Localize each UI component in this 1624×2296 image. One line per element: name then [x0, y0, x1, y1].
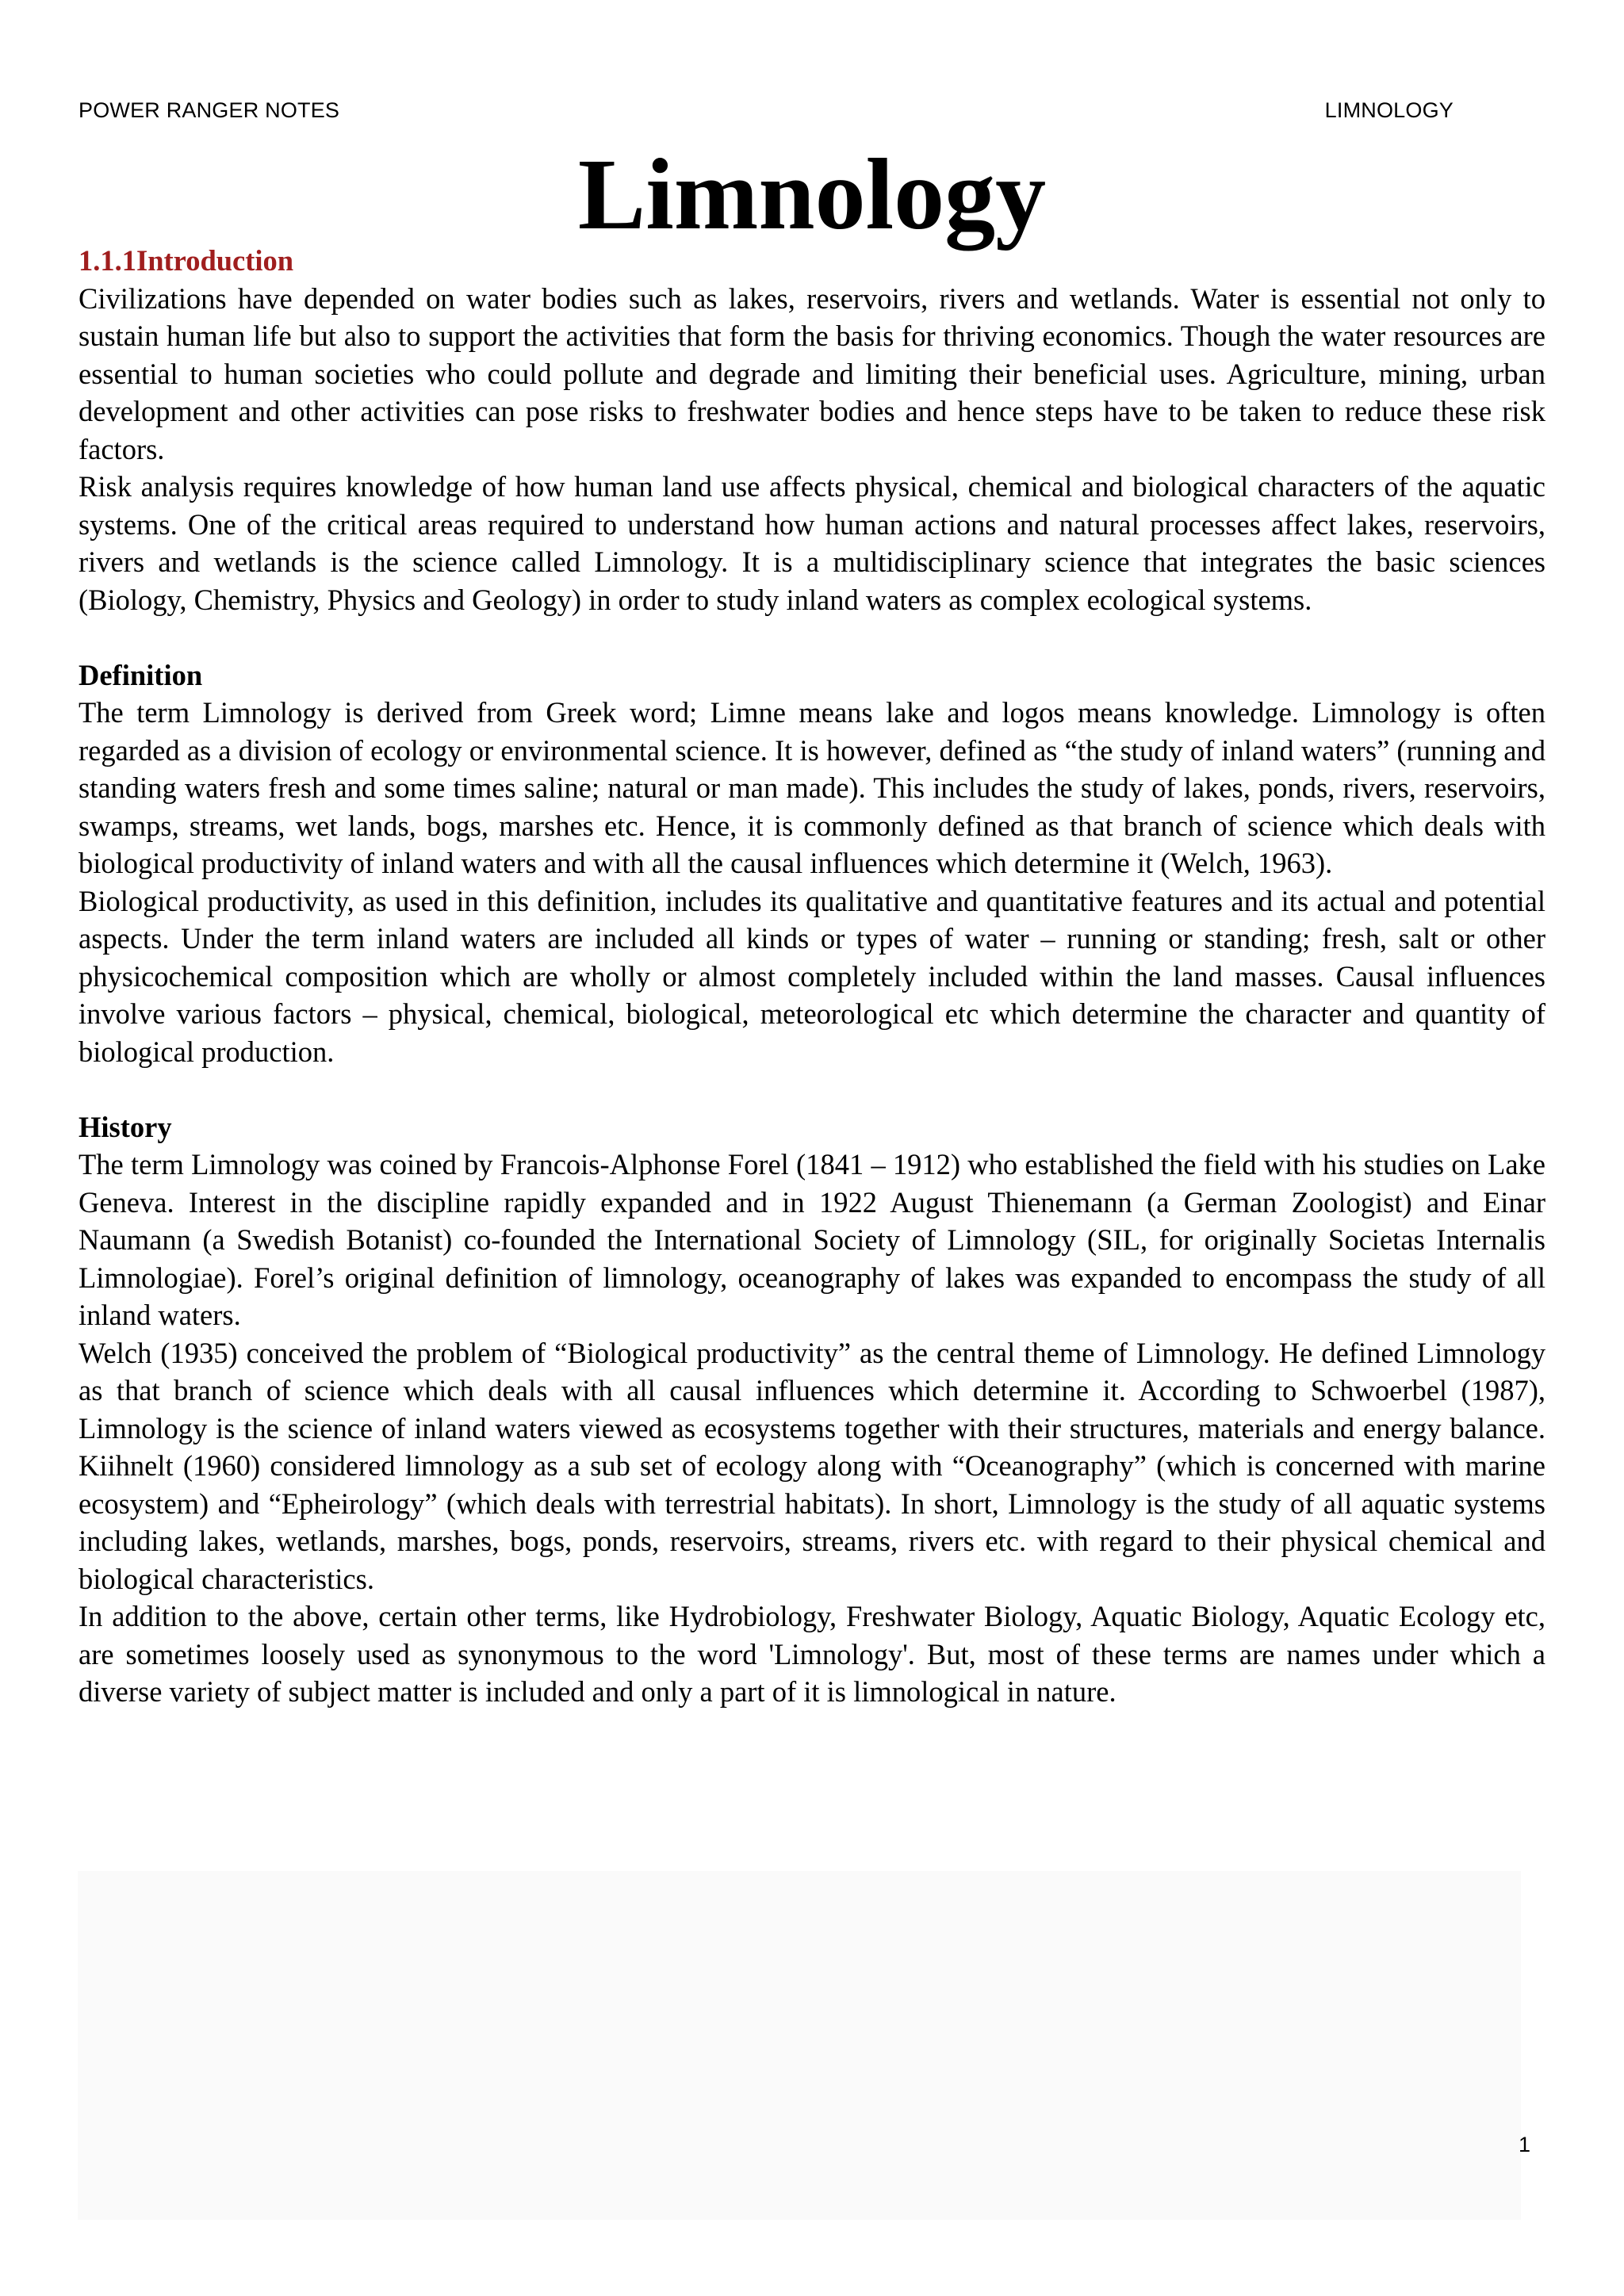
page-shading: [78, 1871, 1521, 2220]
definition-paragraph-2: Biological productivity, as used in this definition, includes its qualitative and quantitative features and its actual and potential aspects. Under the term inland waters are included all kinds or types of water – running or standing; fresh, salt or other physicochemical composition which are wholly or almost completely included within the land masses. Causal influences involve various factors – physical, chemical, biological, meteorological etc which determine the character and quantity of biological production.: [79, 884, 1545, 1068]
page-number: 1: [1518, 2133, 1530, 2156]
running-header-left: POWER RANGER NOTES: [79, 98, 340, 122]
introduction-paragraph-2: Risk analysis requires knowledge of how human land use affects physical, chemical and biological characters of the aquatic systems. One of the critical areas required to understand how human actions and natural processes affect lakes, reservoirs, rivers and wetlands is the science called Limnology. It is a multidisciplinary science that integrates the basic sciences (Biology, Chemistry, Physics and Geology) in order to study inland waters as complex ecological systems.: [79, 470, 1545, 616]
document-title: Limnology: [577, 138, 1047, 251]
section-heading-history: History: [79, 1110, 172, 1143]
section-heading-introduction: 1.1.1Introduction: [79, 244, 294, 277]
history-paragraph-3: In addition to the above, certain other terms, like Hydrobiology, Freshwater Biology, Aquatic Biology, Aquatic Ecology etc, are sometimes loosely used as synonymous to the word 'Limnology'. But, most of these terms are names under which a diverse variety of subject matter is included and only a part of it is limnological in nature.: [79, 1600, 1545, 1708]
running-header-right: LIMNOLOGY: [1324, 98, 1454, 122]
history-paragraph-1: The term Limnology was coined by Francois-Alphonse Forel (1841 – 1912) who established the field with his studies on Lake Geneva. Interest in the discipline rapidly expanded and in 1922 August Thienemann (a German Zoologist) and Einar Naumann (a Swedish Botanist) co-founded the International Society of Limnology (SIL, for originally Societas Internalis Limnologiae). Forel’s original definition of limnology, oceanography of lakes was expanded to encompass the study of all inland waters.: [79, 1148, 1545, 1331]
definition-paragraph-1: The term Limnology is derived from Greek word; Limne means lake and logos means knowledge. Limnology is often regarded as a division of ecology or environmental science. It is however, defined as “the study of inland waters” (running and standing waters fresh and some times saline; natural or man made). This includes the study of lakes, ponds, rivers, reservoirs, swamps, streams, wet lands, bogs, marshes etc. Hence, it is commonly defined as that branch of science which deals with biological productivity of inland waters and with all the causal influences which determine it (Welch, 1963).: [79, 696, 1545, 879]
section-heading-definition: Definition: [79, 658, 203, 691]
introduction-paragraph-1: Civilizations have depended on water bodies such as lakes, reservoirs, rivers and wetlands. Water is essential not only to sustain human life but also to support the activities that form the basis for thriving economics. Though the water resources are essential to human societies who could pollute and degrade and limiting their beneficial uses. Agriculture, mining, urban development and other activities can pose risks to freshwater bodies and hence steps have to be taken to reduce these risk factors.: [79, 281, 1545, 465]
history-paragraph-2: Welch (1935) conceived the problem of “Biological productivity” as the central theme of Limnology. He defined Limnology as that branch of science which deals with all causal influences which determine it. According to Schwoerbel (1987), Limnology is the science of inland waters viewed as ecosystems together with their structures, materials and energy balance. Kiihnelt (1960) considered limnology as a sub set of ecology along with “Oceanography” (which is concerned with marine ecosystem) and “Epheirology” (which deals with terrestrial habitats). In short, Limnology is the study of all aquatic systems including lakes, wetlands, marshes, bogs, ponds, reservoirs, streams, rivers etc. with regard to their physical chemical and biological characteristics.: [79, 1336, 1545, 1595]
document-body: [79, 242, 1545, 1711]
